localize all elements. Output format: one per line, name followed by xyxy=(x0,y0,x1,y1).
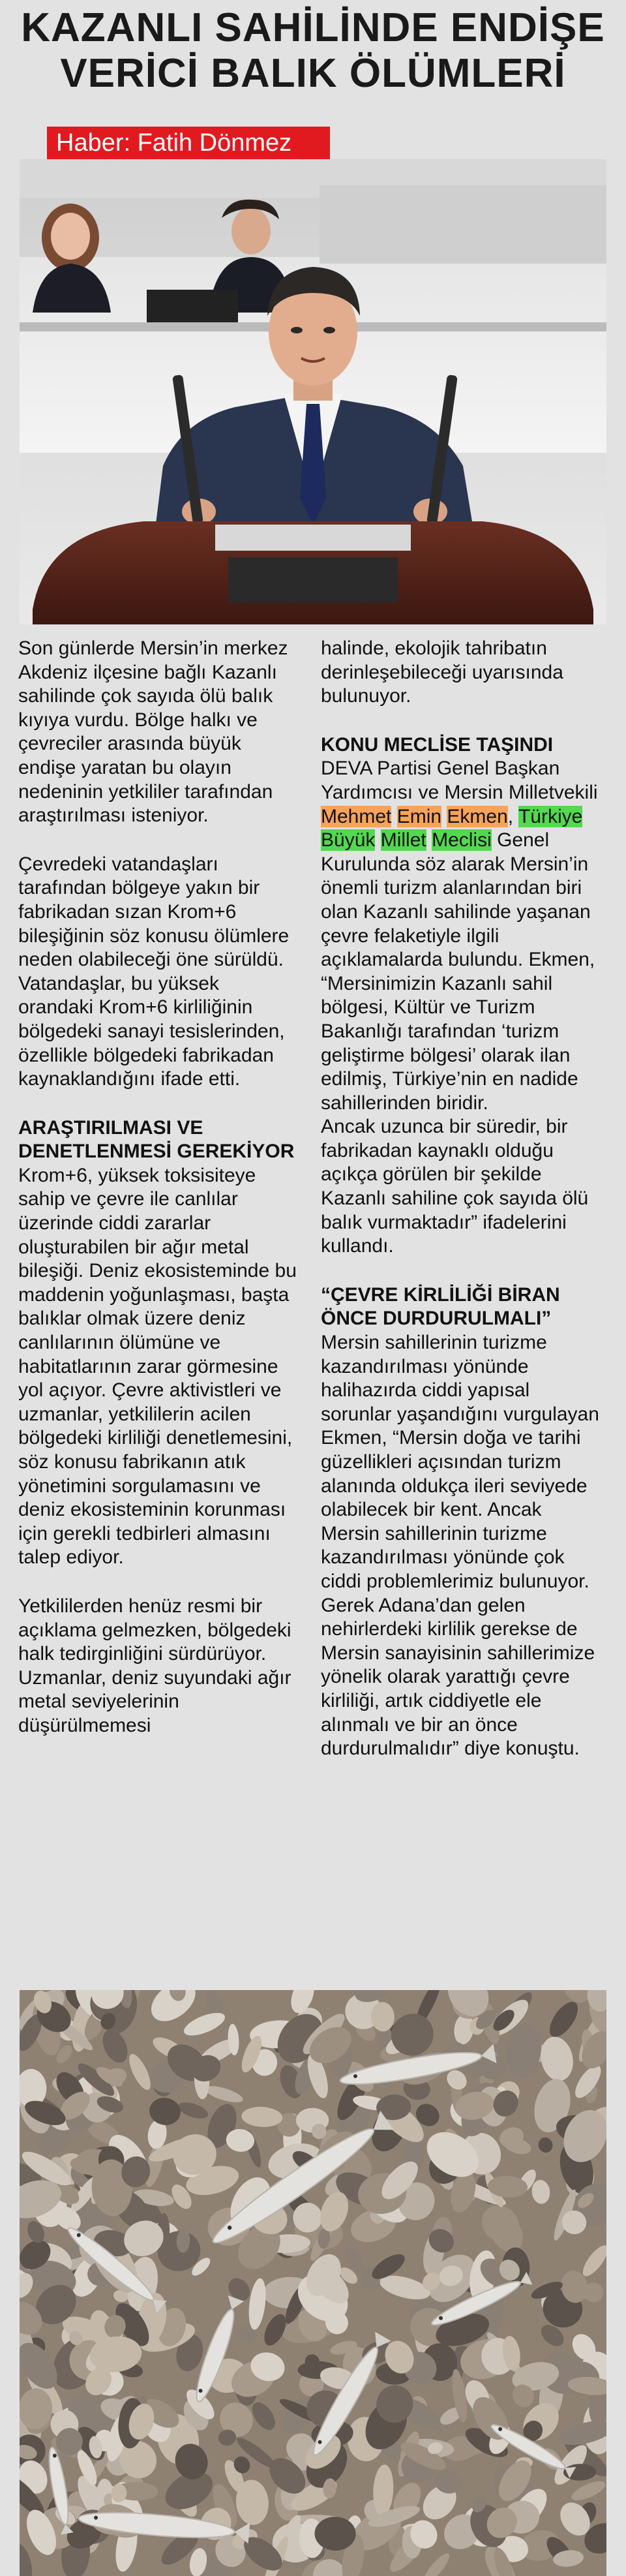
dead-fish-photo xyxy=(20,1990,606,2576)
right-paragraph-3: Ancak uzunca bir süredir, bir fabrikadan kaynaklı olduğu açıkça görülen bir şekilde Kazanlı sahiline çok sayıda ölü balık vurmaktadır” ifadelerini kullandı. xyxy=(321,1116,589,1257)
left-paragraph-1: Son günlerde Mersin’in merkez Akdeniz ilçesine bağlı Kazanlı sahilinde çok sayıda ölü balık kıyıya vurdu. Bölge halkı ve çevreciler arasında büyük endişe yaratan bu olayın nedeninin yetkililer tarafından araştırılması isteniyor. xyxy=(18,637,288,827)
left-subheading-1: ARAŞTIRILMASI VE DENETLENMESİ GEREKİYOR xyxy=(18,1116,295,1163)
left-column xyxy=(18,637,299,1763)
speaker-photo-illustration xyxy=(20,159,606,624)
right-column xyxy=(321,637,601,1786)
right-paragraph-2-comma: , xyxy=(507,805,518,827)
left-paragraph-3: Krom+6, yüksek toksisiteye sahip ve çevre ile canlılar üzerinde ciddi zararlar oluşturabilen bir ağır metal bileşiği. Deniz ekosisteminde bu maddenin yoğunlaşması, başta balıklar olmak üzere deniz canlılarının ölümüne ve habitatlarının zarar görmesine yol açıyor. Çevre aktivistleri ve uzmanlar, yetkililerin acilen bölgedeki kirliliği denetlemesini, söz konusu fabrikanın atık yönetimini sorgulamasını ve deniz ekosisteminin korunması için gerekli tedbirleri almasını talep ediyor. xyxy=(18,1164,297,1569)
headline xyxy=(0,5,626,97)
speaker-photo xyxy=(20,159,606,624)
left-paragraph-2: Çevredeki vatandaşları tarafından bölgeye yakın bir fabrikadan sızan Krom+6 bileşiğinin söz konusu ölümlere neden olabileceği öne sürüldü. Vatandaşlar, bu yüksek orandaki Krom+6 kirliliğinin bölgedeki sanayi tesislerinden, özellikle bölgedeki fabrikadan kaynaklandığını ifade etti. xyxy=(18,853,290,1090)
left-paragraph-4: Yetkililerden henüz resmi bir açıklama gelmezken, bölgedeki halk tedirginliğini sürdürüyor. Uzmanlar, deniz suyundaki ağır metal seviyelerinin düşürülmemesi xyxy=(18,1595,291,1736)
headline-line-1: KAZANLI SAHİLİNDE ENDİŞE xyxy=(21,5,605,50)
highlight-parliament-3: Millet xyxy=(380,829,426,851)
right-paragraph-1: halinde, ekolojik tahribatın derinleşebileceği uyarısında bulunuyor. xyxy=(321,637,563,707)
right-paragraph-2-text-a: DEVA Partisi Genel Başkan Yardımcısı ve Mersin Milletvekili xyxy=(321,758,598,803)
highlight-name-2: Emin xyxy=(396,805,442,827)
dead-fish-photo-illustration xyxy=(20,1990,606,2576)
headline-line-2: VERİCİ BALIK ÖLÜMLERİ xyxy=(60,51,566,96)
right-paragraph-4: Mersin sahillerinin turizme kazandırılması yönünde halihazırda ciddi yapısal sorunlar yaşandığını vurgulayan Ekmen, “Mersin doğa ve tarihi güzellikleri açısından turizm alanında oldukça ileri seviyede olabilecek bir kent. Ancak Mersin sahillerinin turizme kazandırılması yönünde çok ciddi problemlerimiz bulunuyor. xyxy=(321,1332,599,1592)
right-paragraph-2 xyxy=(321,757,601,1115)
highlight-name-1: Mehmet xyxy=(321,805,392,827)
right-subheading-1: KONU MECLİSE TAŞINDI xyxy=(321,733,554,756)
highlight-name-3: Ekmen xyxy=(447,805,508,827)
highlight-parliament-1: Türkiye xyxy=(518,805,583,827)
highlight-parliament-2: Büyük xyxy=(321,829,376,851)
highlight-parliament-4: Meclisi xyxy=(432,829,492,851)
right-paragraph-5: Gerek Adana’dan gelen nehirlerdeki kirlilik gerekse de Mersin sanayisinin sahillerimize yönelik olarak yarattığı çevre kirliliği, artık ciddiyetle ele alınmalı ve bir an önce durdurulmalıdır” diye konuştu. xyxy=(321,1594,595,1760)
right-subheading-2: “ÇEVRE KİRLİLİĞİ BİRAN ÖNCE DURDURULMALI” xyxy=(321,1283,560,1330)
right-paragraph-2-text-b: Genel Kurulunda söz alarak Mersin’in önemli turizm alanlarından biri olan Kazanlı sahilinde yaşanan çevre felaketiyle ilgili açıklamalarda bulundu. Ekmen, “Mersinimizin Kazanlı sahil bölgesi, Kültür ve Turizm Bakanlığı tarafından ‘turizm geliştirme bölgesi’ olarak ilan edilmiş, Türkiye’nin en nadide sahillerinden biridir. xyxy=(321,829,595,1114)
byline: Haber: Fatih Dönmez xyxy=(47,127,330,159)
